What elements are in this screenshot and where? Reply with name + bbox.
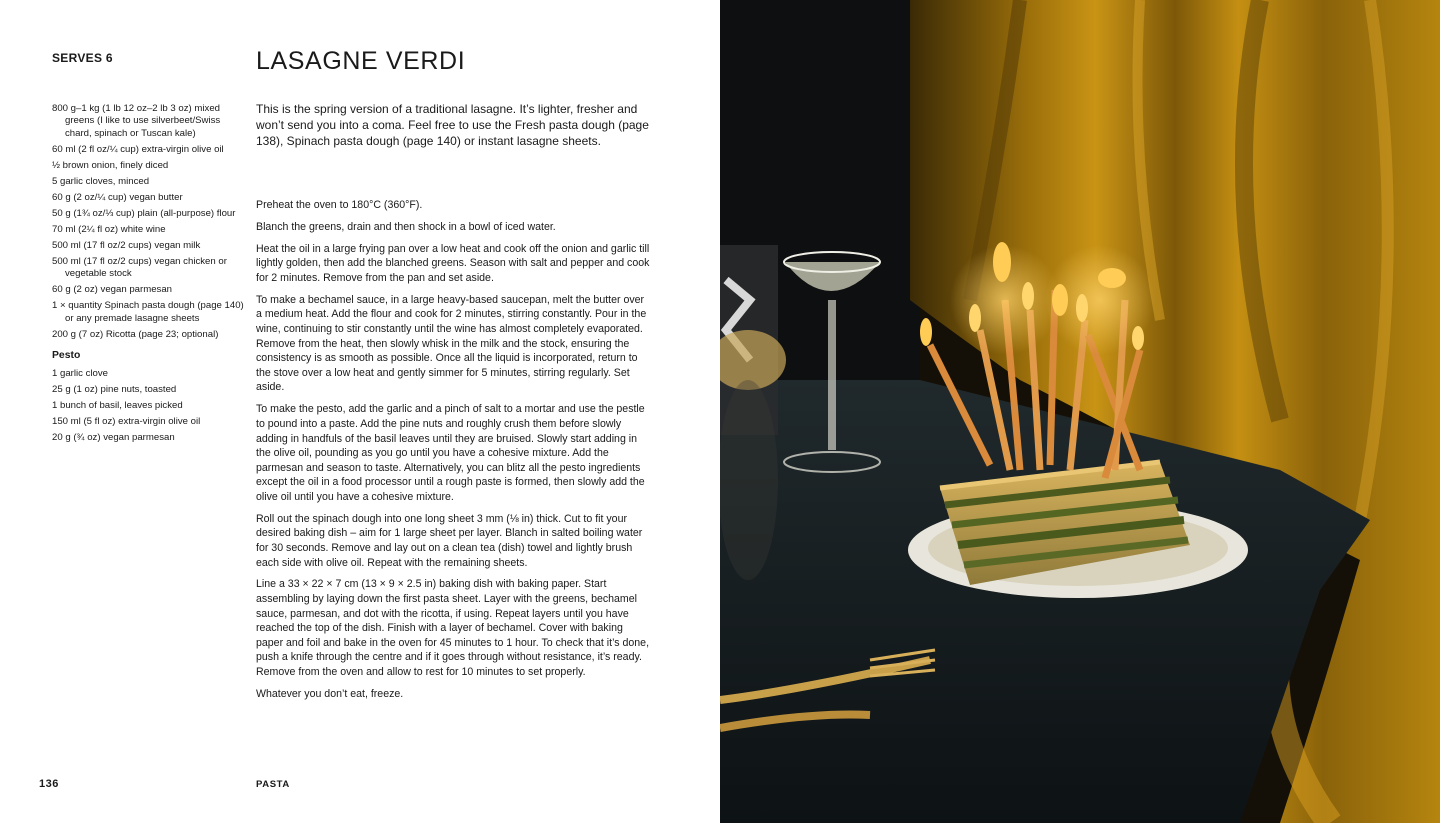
pesto-ingredient-list: [52, 368, 244, 444]
ingredients-column: [52, 103, 244, 448]
method-step: Whatever you don’t eat, freeze.: [256, 687, 404, 700]
flame: [1022, 282, 1034, 310]
ingredient-item: 60 g (2 oz/¼ cup) vegan butter: [52, 191, 183, 203]
method-step: To make a bechamel sauce, in a large heavy-based saucepan, melt the butter over a medium heat. Add the flour and cook for 2 minutes, stirring constantly. Pour in the wine, continuing to stir constantly until the wine has almost completely evaporated. Remove from the heat, then slowly whisk in the milk and the stock, ensuring the consistency is as smooth as possible. Once all the liquid is incorporated, return to the stove over a low heat and gently simmer for 5 minutes, stirring regularly. Set aside.: [256, 293, 647, 394]
method-step: Roll out the spinach dough into one long sheet 3 mm (⅛ in) thick. Cut to fit your desired baking dish – aim for 1 large sheet per layer. Blanch in salted boiling water for 30 seconds. Remove and lay out on a clean tea (dish) towel and lightly brush each side with olive oil. Repeat with the remaining sheets.: [256, 512, 643, 569]
ingredient-item: 200 g (7 oz) Ricotta (page 23; optional): [52, 328, 219, 340]
lasagne-with-candles-photo: [720, 0, 1440, 823]
glass-reflection: [720, 380, 778, 580]
photo-illustration: [720, 0, 1440, 823]
ingredient-item: ½ brown onion, finely diced: [52, 159, 169, 171]
method-step: Preheat the oven to 180°C (360°F).: [256, 199, 423, 211]
ingredient-item: 70 ml (2¼ fl oz) white wine: [52, 223, 166, 235]
ingredient-item: 50 g (1¾ oz/⅓ cup) plain (all-purpose) flour: [52, 207, 236, 219]
method-step: To make the pesto, add the garlic and a pinch of salt to a mortar and use the pestle to pound into a paste. Add the pine nuts and roughly crush them before slowly adding in handfuls of the basil leaves until they are bruised. Slowly start adding in the olive oil, pounding as you go until you have a cohesive mixture. Add the parmesan and season to taste. Alternatively, you can blitz all the pesto ingredients except the oil in a food processor until a rough paste is formed, then slowly add the olive oil until you have a cohesive mixture.: [256, 403, 645, 503]
ingredient-item: 5 garlic cloves, minced: [52, 175, 150, 187]
flame: [1098, 268, 1126, 288]
flame: [969, 304, 981, 332]
recipe-intro: This is the spring version of a traditional lasagne. It’s lighter, fresher and won’t send you into a coma. Feel free to use the Fresh pasta dough (page 138), Spinach pasta dough (page 140) or instant lasagne sheets.: [256, 102, 649, 148]
ingredient-item: 60 ml (2 fl oz/¼ cup) extra-virgin olive oil: [52, 143, 224, 155]
section-name: PASTA: [256, 779, 290, 790]
ingredient-item: 800 g–1 kg (1 lb 12 oz–2 lb 3 oz) mixed greens (I like to use silverbeet/Swiss chard, spinach or Tuscan kale): [52, 103, 221, 139]
ingredient-item: 500 ml (17 fl oz/2 cups) vegan milk: [52, 239, 201, 251]
pesto-heading: Pesto: [52, 350, 81, 362]
ingredient-item: 1 × quantity Spinach pasta dough (page 140) or any premade lasagne sheets: [52, 300, 244, 324]
flame: [920, 318, 932, 346]
method-steps: [256, 198, 652, 709]
method-step: Blanch the greens, drain and then shock in a bowl of iced water.: [256, 220, 556, 233]
pesto-ingredient-item: 150 ml (5 fl oz) extra-virgin olive oil: [52, 416, 201, 428]
pesto-ingredient-item: 1 garlic clove: [52, 368, 108, 380]
serves-label: SERVES 6: [52, 51, 113, 65]
recipe-title: LASAGNE VERDI: [256, 47, 466, 75]
flame: [993, 242, 1011, 282]
flame: [1052, 284, 1068, 316]
method-step: Line a 33 × 22 × 7 cm (13 × 9 × 2.5 in) baking dish with baking paper. Start assembling by laying down the first pasta sheet. Layer with the greens, bechamel sauce, parmesan, and dot with the ricotta, if using. Repeat layers until you have reached the top of the dish. Finish with a layer of bechamel. Cover with baking paper and foil and bake in the oven for 45 minutes to 1 hour. To check that it’s done, push a knife through the centre and if it goes through without resistance, it’s ready. Remove from the oven and allow to rest for 10 minutes to set properly.: [256, 578, 650, 678]
flame: [1132, 326, 1144, 350]
ingredient-item: 60 g (2 oz) vegan parmesan: [52, 284, 172, 296]
pesto-ingredient-item: 25 g (1 oz) pine nuts, toasted: [52, 384, 177, 396]
page-number: 136: [39, 778, 59, 790]
pesto-ingredient-item: 1 bunch of basil, leaves picked: [52, 400, 183, 412]
coupe-stem: [828, 300, 836, 450]
method-step: Heat the oil in a large frying pan over a low heat and cook off the onion and garlic till lightly golden, then add the blanched greens. Season with salt and pepper and cook for 2 minutes. Remove from the pan and set aside.: [256, 242, 650, 284]
ingredient-item: 500 ml (17 fl oz/2 cups) vegan chicken or vegetable stock: [52, 255, 227, 280]
ingredient-list: [52, 103, 244, 341]
pesto-ingredient-item: 20 g (¾ oz) vegan parmesan: [52, 432, 175, 444]
flame: [1076, 294, 1088, 322]
